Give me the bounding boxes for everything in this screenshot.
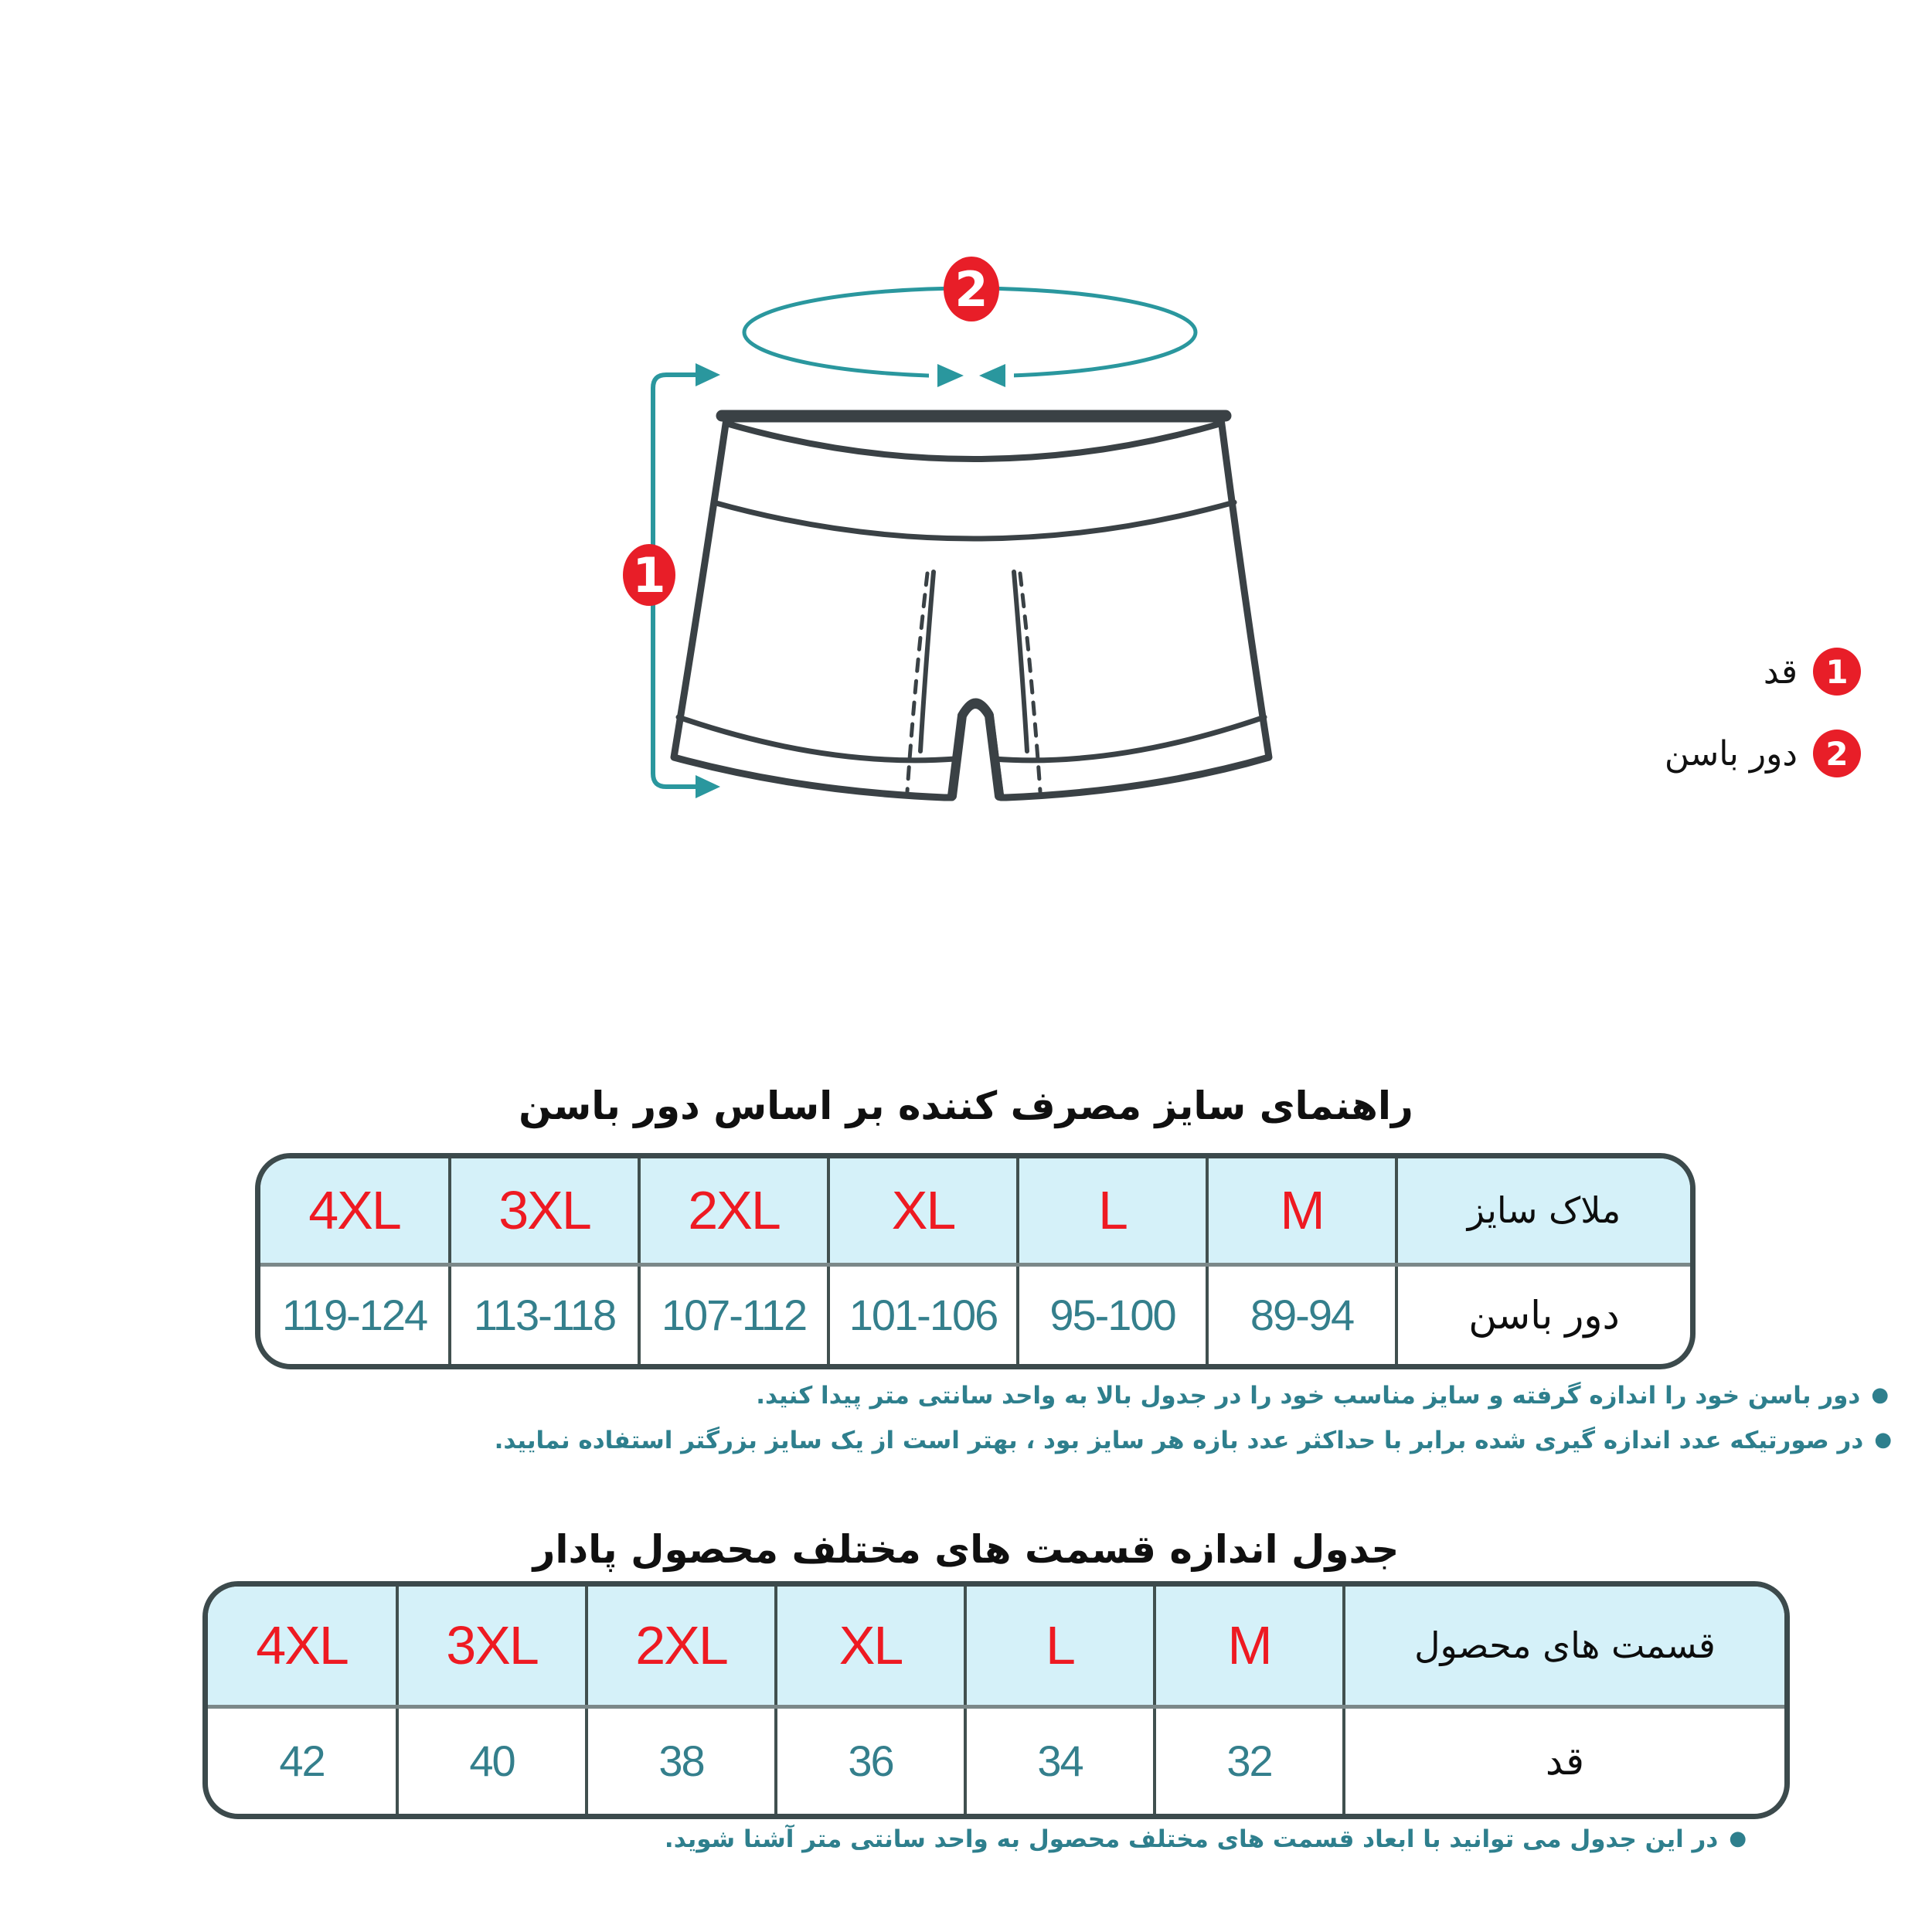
arrow-right-icon <box>696 363 720 386</box>
size-cell: 4XL <box>208 1587 397 1706</box>
length-cell: 40 <box>397 1706 587 1814</box>
size-cell: M <box>1155 1587 1344 1706</box>
parts-values-row <box>208 1706 1784 1814</box>
crotch-notch <box>952 704 999 796</box>
size-guide-values-row <box>260 1264 1690 1364</box>
size-guide-title: راهنمای سایز مصرف کننده بر اساس دور باسن <box>519 1083 1413 1128</box>
legend <box>1665 648 1861 777</box>
size-guide-header-row <box>260 1158 1690 1264</box>
length-cell: 42 <box>279 1736 325 1786</box>
size-cell: 3XL <box>397 1587 587 1706</box>
parts-table-note: ● در این جدول می توانید با ابعاد قسمت های مختلف محصول به واحد سانتی متر آشنا شوید. <box>665 1825 1747 1853</box>
criteria-label-cell: ملاک سایز <box>1396 1158 1690 1264</box>
legend-badge-1: 1 <box>1813 648 1861 696</box>
range-cell: 107-112 <box>639 1264 828 1364</box>
marker-1-badge <box>623 544 675 606</box>
size-cell: XL <box>776 1587 965 1706</box>
length-cell: 34 <box>965 1706 1155 1814</box>
size-cell: L <box>965 1587 1155 1706</box>
size-cell: 2XL <box>587 1587 776 1706</box>
range-cell: 113-118 <box>450 1264 639 1364</box>
hip-row-label-cell: دور باسن <box>1396 1264 1690 1364</box>
size-cell: XL <box>828 1158 1018 1264</box>
range-cell: 119-124 <box>281 1291 427 1340</box>
svg-text:1: 1 <box>632 547 666 604</box>
size-cell: 3XL <box>450 1158 639 1264</box>
svg-text:2: 2 <box>954 261 988 318</box>
length-cell: 36 <box>776 1706 965 1814</box>
arrow-right-icon <box>696 775 720 798</box>
legend-label-hip: دور باسن <box>1664 733 1798 774</box>
marker-2-badge <box>944 257 999 321</box>
parts-table-title: جدول اندازه قسمت های مختلف محصول پادار <box>532 1527 1400 1572</box>
height-row-label-cell: قد <box>1344 1706 1784 1814</box>
size-cell: 2XL <box>639 1158 828 1264</box>
parts-table <box>202 1581 1790 1819</box>
range-cell: 89-94 <box>1207 1264 1396 1364</box>
length-cell: 32 <box>1155 1706 1344 1814</box>
size-guide-table <box>255 1153 1696 1369</box>
length-cell: 38 <box>587 1706 776 1814</box>
size-cell: M <box>1207 1158 1396 1264</box>
legend-badge-2: 2 <box>1813 730 1861 777</box>
legend-label-height: قد <box>1763 651 1798 692</box>
size-guide-note-2: ● در صورتیکه عدد اندازه گیری شده برابر با حداکثر عدد بازه هر سایز بود ، بهتر است از یک سایز بزرگتر استفاده نمایید. <box>495 1427 1892 1454</box>
legend-item-height <box>1665 648 1861 696</box>
parts-label-cell: قسمت های محصول <box>1344 1587 1784 1706</box>
size-diagram <box>580 216 1352 850</box>
range-cell: 101-106 <box>828 1264 1018 1364</box>
boxer-shorts-drawing <box>674 416 1269 798</box>
size-cell: 4XL <box>260 1158 450 1264</box>
size-guide-note-1: ● دور باسن خود را اندازه گرفته و سایز مناسب خود را در جدول بالا به واحد سانتی متر پیدا کنید. <box>756 1382 1889 1410</box>
size-cell: L <box>1018 1158 1207 1264</box>
range-cell: 95-100 <box>1018 1264 1207 1364</box>
parts-header-row <box>208 1587 1784 1706</box>
legend-item-hip <box>1665 730 1861 777</box>
